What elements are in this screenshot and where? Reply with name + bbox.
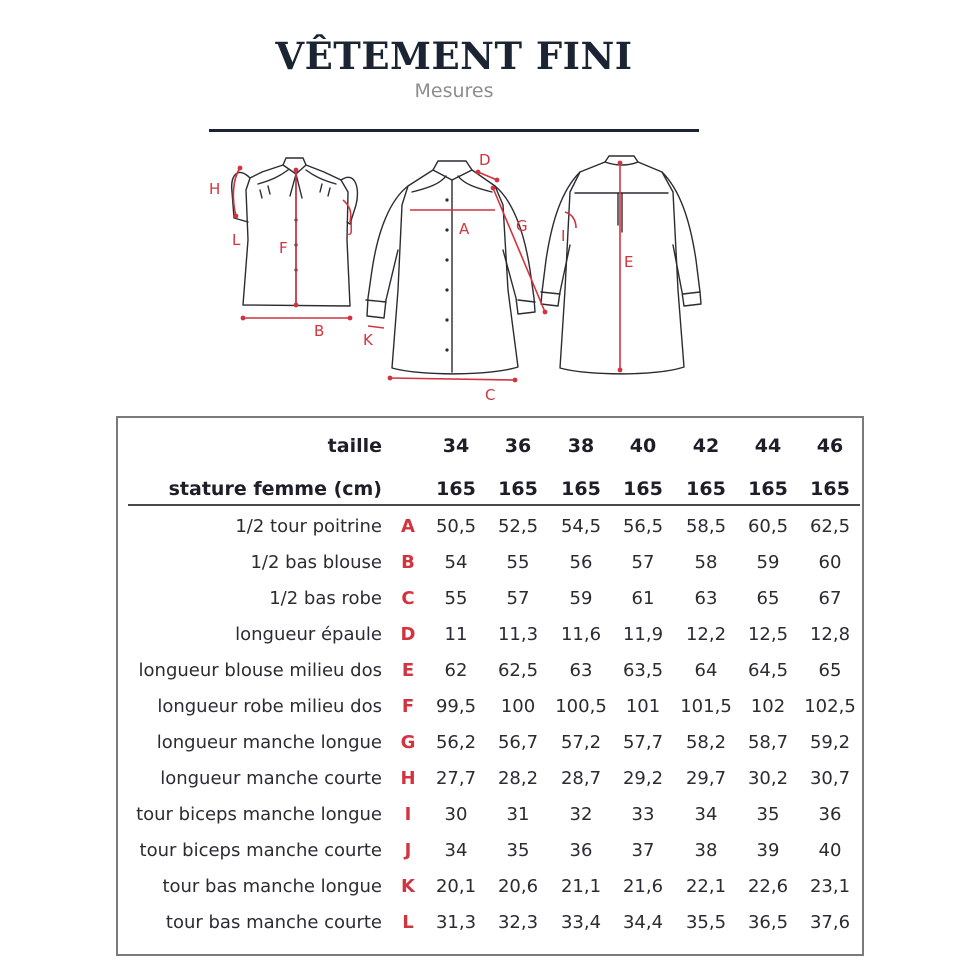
table-cell: 57	[506, 588, 530, 609]
table-cell: 32	[569, 804, 593, 825]
table-cell: 36,5	[747, 912, 789, 933]
table-row	[118, 552, 862, 582]
label-i: I	[561, 227, 566, 245]
size-header-cell: 34	[442, 435, 470, 457]
table-cell: 63,5	[622, 660, 664, 681]
height-header-cell: 165	[436, 478, 476, 500]
table-cell: 100	[500, 696, 536, 717]
table-cell: 63	[694, 588, 718, 609]
table-cell: 65	[818, 660, 842, 681]
table-row	[118, 696, 862, 726]
table-cell: 59,2	[809, 732, 851, 753]
table-cell: 63	[569, 660, 593, 681]
table-cell: 35,5	[685, 912, 727, 933]
dress-back-drawing	[541, 156, 701, 374]
table-cell: 34,4	[622, 912, 664, 933]
table-cell: 58	[694, 552, 718, 573]
table-cell: 54	[444, 552, 468, 573]
row-letter: J	[404, 840, 412, 861]
row-letter: B	[401, 552, 415, 573]
table-cell: 23,1	[809, 876, 851, 897]
table-cell: 36	[569, 840, 593, 861]
table-cell: 11,6	[560, 624, 602, 645]
table-cell: 11	[444, 624, 468, 645]
height-header-cell: 165	[748, 478, 788, 500]
row-letter: L	[402, 912, 414, 933]
size-header-cell: 42	[692, 435, 720, 457]
row-label: tour biceps manche courte	[139, 840, 382, 861]
row-label: tour biceps manche longue	[136, 804, 382, 825]
table-cell: 62,5	[809, 516, 851, 537]
row-label: tour bas manche longue	[162, 876, 382, 897]
row-letter: F	[401, 696, 415, 717]
row-letter: C	[401, 588, 415, 609]
table-cell: 33	[631, 804, 655, 825]
label-b: B	[314, 322, 325, 340]
height-header-cell: 165	[498, 478, 538, 500]
label-e: E	[624, 253, 634, 271]
row-label: longueur épaule	[235, 624, 382, 645]
label-f: F	[279, 239, 288, 257]
size-header-cell: 36	[504, 435, 532, 457]
row-label: 1/2 tour poitrine	[235, 516, 382, 537]
table-cell: 56,7	[497, 732, 539, 753]
row-label: longueur manche courte	[160, 768, 382, 789]
label-g: G	[516, 217, 528, 235]
table-cell: 102,5	[804, 696, 856, 717]
table-cell: 58,7	[747, 732, 789, 753]
table-cell: 57	[631, 552, 655, 573]
table-cell: 57,7	[622, 732, 664, 753]
measure-i-line	[565, 212, 576, 228]
table-cell: 35	[506, 840, 530, 861]
measure-c-line	[390, 378, 515, 380]
table-cell: 31	[506, 804, 530, 825]
table-cell: 35	[756, 804, 780, 825]
table-cell: 37	[631, 840, 655, 861]
table-cell: 62	[444, 660, 468, 681]
row-label: longueur robe milieu dos	[157, 696, 382, 717]
row-label: longueur manche longue	[156, 732, 382, 753]
table-cell: 21,1	[560, 876, 602, 897]
table-cell: 20,1	[435, 876, 477, 897]
label-h: H	[209, 180, 221, 198]
row-letter: D	[400, 624, 416, 645]
table-cell: 28,2	[497, 768, 539, 789]
table-cell: 30,2	[747, 768, 789, 789]
row-letter: K	[401, 876, 415, 897]
table-cell: 12,5	[747, 624, 789, 645]
table-cell: 102	[750, 696, 786, 717]
title-divider	[209, 129, 699, 132]
row-label: 1/2 bas robe	[269, 588, 382, 609]
table-cell: 100,5	[555, 696, 607, 717]
table-row	[118, 624, 862, 654]
table-cell: 21,6	[622, 876, 664, 897]
table-row	[118, 804, 862, 834]
table-row	[118, 912, 862, 942]
table-cell: 30,7	[809, 768, 851, 789]
row-letter: G	[400, 732, 416, 753]
size-header-cell: 40	[629, 435, 657, 457]
table-row	[118, 876, 862, 906]
height-header-label: stature femme (cm)	[168, 478, 382, 500]
blouse-drawing	[232, 158, 358, 306]
row-label: tour bas manche courte	[165, 912, 382, 933]
size-header-row	[118, 435, 862, 465]
table-row	[118, 768, 862, 798]
size-header-cell: 46	[816, 435, 844, 457]
table-cell: 61	[631, 588, 655, 609]
row-label: 1/2 bas blouse	[250, 552, 382, 573]
table-cell: 101,5	[680, 696, 732, 717]
row-label: longueur blouse milieu dos	[138, 660, 382, 681]
header-divider	[128, 504, 860, 506]
table-cell: 12,8	[809, 624, 851, 645]
size-header-cell: 38	[567, 435, 595, 457]
table-cell: 59	[569, 588, 593, 609]
table-cell: 34	[694, 804, 718, 825]
row-letter: H	[400, 768, 416, 789]
label-c: C	[485, 386, 496, 404]
table-cell: 65	[756, 588, 780, 609]
table-cell: 52,5	[497, 516, 539, 537]
table-row	[118, 660, 862, 690]
table-cell: 58,5	[685, 516, 727, 537]
page-title: VÊTEMENT FINI	[275, 34, 633, 78]
table-cell: 55	[444, 588, 468, 609]
table-row	[118, 516, 862, 546]
table-cell: 64	[694, 660, 718, 681]
label-k: K	[363, 331, 373, 349]
table-cell: 58,2	[685, 732, 727, 753]
size-header-cell: 44	[754, 435, 782, 457]
table-cell: 22,6	[747, 876, 789, 897]
measure-k-line	[368, 326, 384, 328]
table-cell: 36	[818, 804, 842, 825]
height-header-cell: 165	[623, 478, 663, 500]
label-j: J	[349, 218, 354, 236]
table-cell: 62,5	[497, 660, 539, 681]
table-cell: 22,1	[685, 876, 727, 897]
measure-g-line	[493, 188, 545, 312]
table-cell: 34	[444, 840, 468, 861]
label-d: D	[479, 151, 491, 169]
table-cell: 50,5	[435, 516, 477, 537]
table-cell: 40	[818, 840, 842, 861]
table-cell: 28,7	[560, 768, 602, 789]
table-cell: 27,7	[435, 768, 477, 789]
row-letter: I	[404, 804, 412, 825]
table-cell: 59	[756, 552, 780, 573]
table-cell: 57,2	[560, 732, 602, 753]
table-cell: 56,2	[435, 732, 477, 753]
row-letter: E	[401, 660, 415, 681]
table-cell: 60,5	[747, 516, 789, 537]
table-cell: 29,7	[685, 768, 727, 789]
garment-drawings	[0, 140, 966, 410]
table-cell: 38	[694, 840, 718, 861]
table-cell: 55	[506, 552, 530, 573]
label-a: A	[459, 220, 470, 238]
table-cell: 99,5	[435, 696, 477, 717]
table-cell: 54,5	[560, 516, 602, 537]
table-cell: 12,2	[685, 624, 727, 645]
height-header-cell: 165	[561, 478, 601, 500]
table-cell: 60	[818, 552, 842, 573]
table-cell: 67	[818, 588, 842, 609]
height-header-cell: 165	[686, 478, 726, 500]
table-cell: 33,4	[560, 912, 602, 933]
table-cell: 56,5	[622, 516, 664, 537]
table-cell: 101	[625, 696, 661, 717]
table-cell: 56	[569, 552, 593, 573]
measurements-table	[116, 416, 864, 956]
table-row	[118, 732, 862, 762]
table-cell: 11,9	[622, 624, 664, 645]
table-cell: 64,5	[747, 660, 789, 681]
table-row	[118, 588, 862, 618]
page-subtitle: Mesures	[414, 80, 494, 102]
table-cell: 31,3	[435, 912, 477, 933]
label-l: L	[232, 231, 241, 249]
garment-illustration	[0, 140, 966, 410]
row-letter: A	[401, 516, 415, 537]
table-cell: 39	[756, 840, 780, 861]
size-header-label: taille	[327, 435, 382, 457]
table-row	[118, 840, 862, 870]
table-cell: 20,6	[497, 876, 539, 897]
table-cell: 29,2	[622, 768, 664, 789]
table-cell: 30	[444, 804, 468, 825]
table-cell: 37,6	[809, 912, 851, 933]
dress-front-drawing	[366, 161, 535, 374]
table-cell: 32,3	[497, 912, 539, 933]
height-header-cell: 165	[810, 478, 850, 500]
table-cell: 11,3	[497, 624, 539, 645]
